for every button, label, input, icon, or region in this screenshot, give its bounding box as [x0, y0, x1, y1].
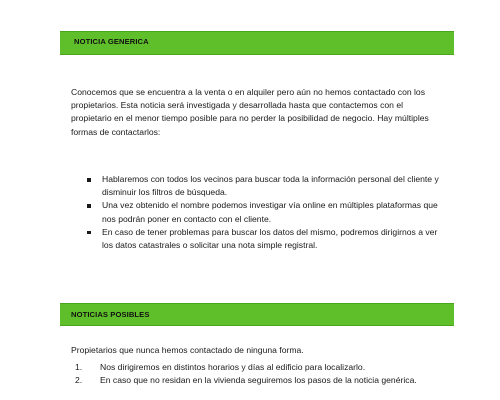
owners-paragraph: Propietarios que nunca hemos contactado de ninguna forma.	[71, 345, 304, 355]
list-item	[75, 374, 447, 387]
list-number: 1.	[75, 362, 83, 372]
bullet-icon	[87, 204, 91, 208]
section-header-noticias-posibles	[60, 303, 454, 326]
section-header-noticia-generica	[60, 31, 454, 55]
bullet-icon	[87, 178, 91, 182]
list-item	[75, 361, 447, 374]
list-item-text: En caso de tener problemas para buscar los datos del mismo, podremos dirigirnos a ver los datos catastrales o solicitar una nota simple registral.	[102, 226, 438, 251]
contact-methods-list	[87, 173, 447, 252]
intro-paragraph: Conocemos que se encuentra a la venta o en alquiler pero aún no hemos contactado con los propietarios. Esta noticia será investigada y desarrollada hasta que contactemos con el propietario en el menor tiempo posible para no perder la posibilidad de negocio. Hay múltiples formas de contactarlos:	[71, 87, 429, 137]
list-item	[87, 173, 447, 199]
list-item	[87, 199, 447, 225]
list-item-text: Hablaremos con todos los vecinos para buscar toda la información personal del cliente y disminuir los filtros de búsqueda.	[102, 174, 439, 198]
list-item-text: Una vez obtenido el nombre podemos investigar vía online en múltiples plataformas que nos podrán poner en contacto con el cliente.	[102, 200, 438, 224]
steps-list	[75, 361, 447, 387]
list-item-text: Nos dirigiremos en distintos horarios y días al edificio para localizarlo.	[100, 362, 366, 372]
list-item	[87, 226, 447, 252]
bullet-icon	[87, 231, 91, 235]
list-number: 2.	[75, 375, 83, 386]
section-title: NOTICIAS POSIBLES	[71, 310, 150, 319]
section-title: NOTICIA GENERICA	[74, 37, 149, 46]
list-item-text: En caso que no residan en la vivienda seguiremos los pasos de la noticia genérica.	[100, 375, 417, 386]
